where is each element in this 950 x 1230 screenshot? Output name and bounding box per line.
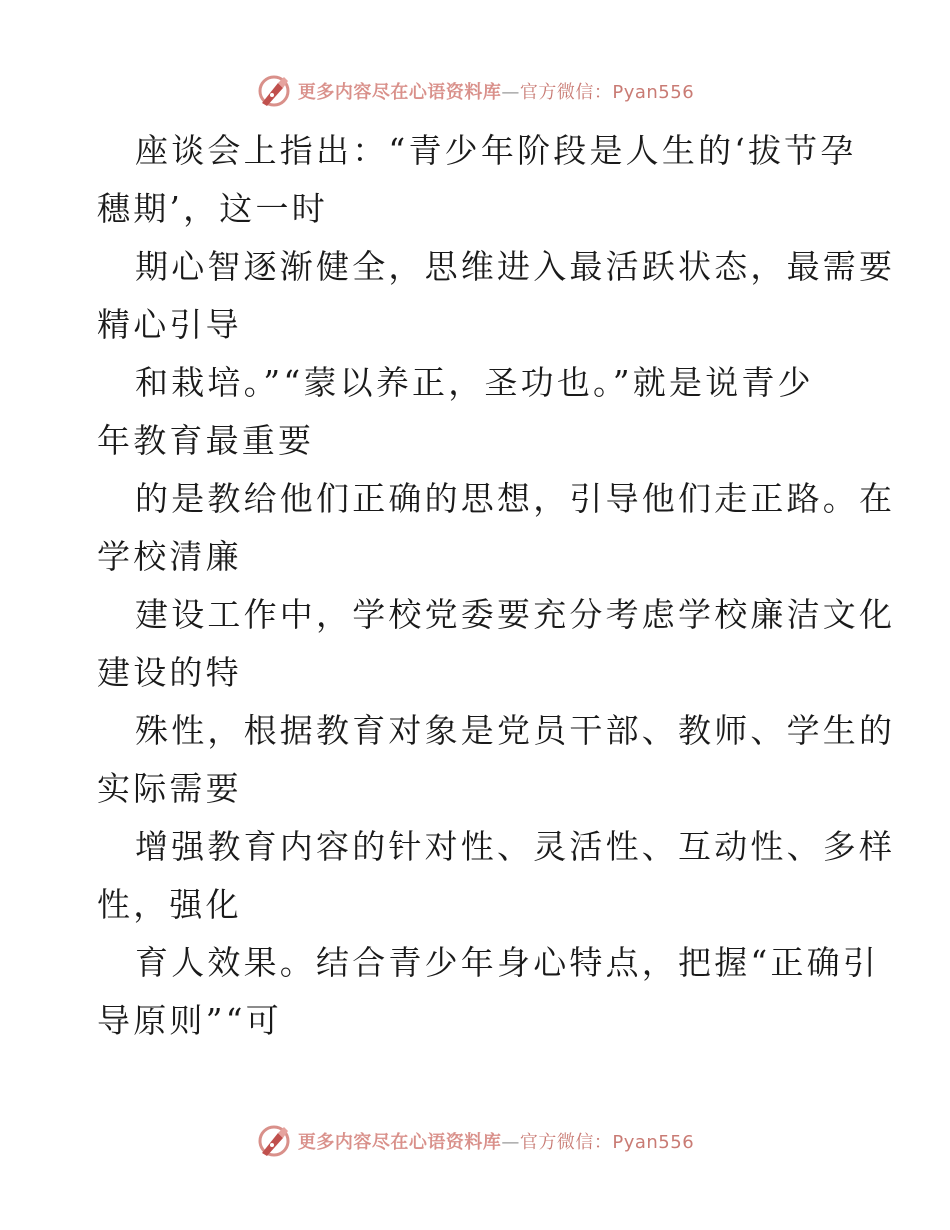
- watermark-brand: 更多内容尽在心语资料库: [297, 82, 502, 103]
- paragraph-line: 学校清廉: [97, 537, 242, 576]
- watermark-suffix: 官方微信：Pyan556: [519, 82, 695, 103]
- paragraph-line: 性，强化: [97, 885, 242, 924]
- watermark-brand: 更多内容尽在心语资料库: [297, 1132, 502, 1153]
- paragraph-line: 导原则”“可: [97, 1001, 282, 1040]
- header-watermark: [0, 71, 950, 111]
- paragraph-line: 增强教育内容的针对性、灵活性、互动性、多样: [135, 827, 896, 866]
- paragraph-line: 穗期’，这一时: [97, 189, 328, 228]
- paragraph-line: 殊性，根据教育对象是党员干部、教师、学生的: [135, 711, 896, 750]
- paragraph-line: 的是教给他们正确的思想，引导他们走正路。在: [135, 479, 896, 518]
- paragraph-line: 期心智逐渐健全，思维进入最活跃状态，最需要: [135, 247, 896, 286]
- watermark-text: [298, 78, 694, 104]
- paragraph-line: 建设的特: [97, 653, 242, 692]
- paragraph-line: 精心引导: [97, 305, 242, 344]
- pen-nib-circle-icon: [256, 1123, 292, 1159]
- watermark-suffix: 官方微信：Pyan556: [519, 1132, 695, 1153]
- paragraph-line: 座谈会上指出：“青少年阶段是人生的‘拔节孕: [135, 131, 857, 170]
- watermark-text: [298, 1128, 694, 1154]
- paragraph-line: 年教育最重要: [97, 421, 315, 460]
- footer-watermark: [0, 1121, 950, 1161]
- watermark-separator: —: [501, 1132, 520, 1153]
- watermark-separator: —: [501, 82, 520, 103]
- pen-nib-circle-icon: [256, 73, 292, 109]
- paragraph-line: 和栽培。”“蒙以养正，圣功也。”就是说青少: [135, 363, 814, 402]
- document-body: [97, 122, 896, 1050]
- paragraph-line: 育人效果。结合青少年身心特点，把握“正确引: [135, 943, 880, 982]
- paragraph-line: 实际需要: [97, 769, 242, 808]
- paragraph-line: 建设工作中，学校党委要充分考虑学校廉洁文化: [135, 595, 896, 634]
